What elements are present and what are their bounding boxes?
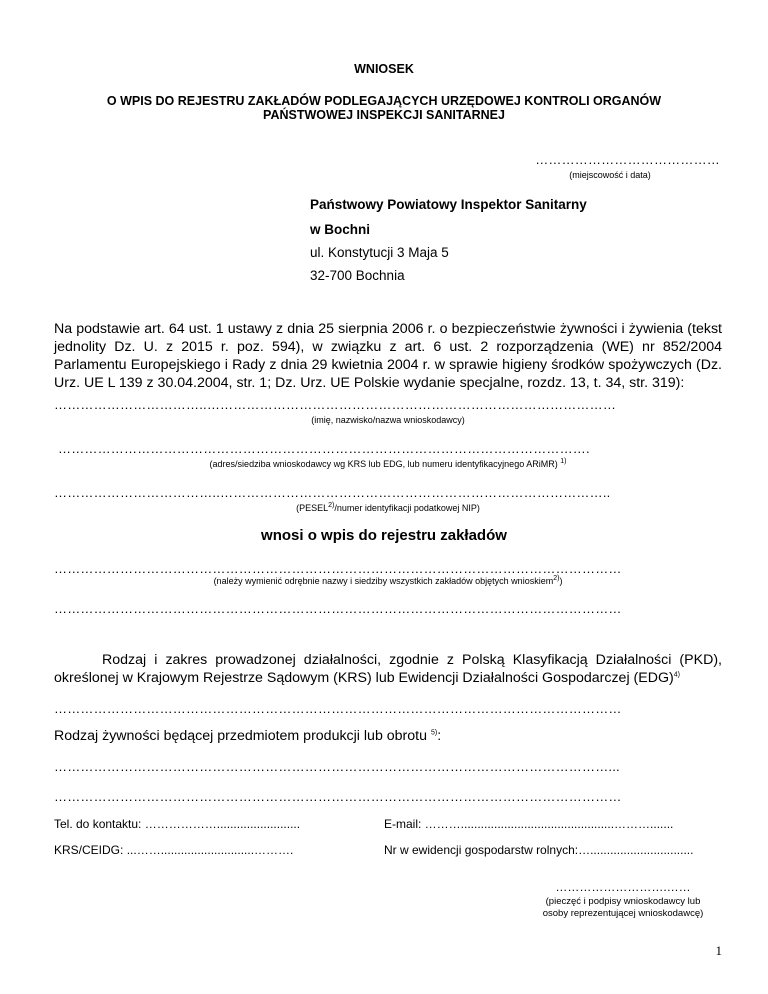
signature-hint-line2: osoby reprezentującej wnioskodawcę) <box>542 908 704 919</box>
establishments-field-1[interactable]: ………………………………………………………………………………………………………………… <box>54 561 622 576</box>
krs-field[interactable]: ...……............................………. <box>126 843 294 857</box>
krs-row <box>54 843 293 857</box>
applicant-name-field[interactable]: ……………………………..………………………………………………………………………………… <box>54 397 617 412</box>
activity-text-line1: Rodzaj i zakres prowadzonej działalności, zgodnie z Polską Klasyfikacją Działalności (PKD), <box>102 652 722 668</box>
signature-field[interactable]: ……………………….…… <box>555 880 691 894</box>
activity-field[interactable]: ………………………………………………………………………………………………………………… <box>54 701 622 716</box>
intro-paragraph: Na podstawie art. 64 ust. 1 ustawy z dnia 25 sierpnia 2006 r. o bezpieczeństwie żywności i żywienia (tekst jednolity Dz. U. z 2015 r. poz. 594), w związku z art. 6 ust. 2 rozporządzenia (WE) nr 852/2004 Parlamentu Europejskiego i Rady z dnia 29 kwietnia 2004 r. w sprawie higieny środków spożywczych (Dz. Urz. UE L 139 z 30.04.2004, str. 1; Dz. Urz. UE Polskie wydanie specjalne, rozdz. 13, t. 34, str. 319): <box>54 321 722 391</box>
phone-row <box>54 817 300 831</box>
request-heading: wnosi o wpis do rejestru zakładów <box>261 527 507 544</box>
applicant-name-hint: (imię, nazwisko/nazwa wnioskodawcy) <box>311 415 465 425</box>
phone-label: Tel. do kontaktu: <box>54 817 145 831</box>
farm-register-label: Nr w ewidencji gospodarstw rolnych: <box>384 843 579 857</box>
pesel-nip-hint: (PESEL$^{2)}$/numer identyfikacji podatkowej NIP) <box>296 502 480 513</box>
email-row <box>384 817 673 831</box>
pesel-nip-field[interactable]: ………………………………..…………………………………………………………………………….. <box>54 485 611 500</box>
recipient-line1: Państwowy Powiatowy Inspektor Sanitarny <box>310 197 587 212</box>
recipient-line2: w Bochni <box>310 222 370 237</box>
applicant-address-hint: (adres/siedziba wnioskodawcy wg KRS lub EDG, lub numeru identyfikacyjnego ARiMR) $^{1)}$ <box>209 458 567 469</box>
email-label: E-mail: <box>384 817 425 831</box>
document-subtitle-line2: PAŃSTWOWEJ INSPEKCJI SANITARNEJ <box>263 108 505 122</box>
establishments-hint: (należy wymienić odrębnie nazwy i siedziby wszystkich zakładów objętych wnioskiem$^{2)}$) <box>213 575 563 586</box>
phone-field[interactable]: ………………......................... <box>144 817 301 831</box>
krs-label: KRS/CEIDG: <box>54 843 127 857</box>
recipient-street: ul. Konstytucji 3 Maja 5 <box>310 245 449 260</box>
farm-register-field[interactable]: …............................... <box>578 843 694 857</box>
place-date-field[interactable]: …………………………………… <box>535 152 720 167</box>
recipient-postal: 32-700 Bochnia <box>310 268 405 283</box>
food-type-label: Rodzaj żywności będącej przedmiotem produkcji lub obrotu $^{5)}$: <box>54 728 442 744</box>
email-field[interactable]: ………..............................................………....... <box>424 817 674 831</box>
page-number: 1 <box>715 943 722 958</box>
farm-register-row <box>384 843 693 857</box>
signature-hint-line1: (pieczęć i podpisy wnioskodawcy lub <box>545 896 701 907</box>
applicant-address-field[interactable]: …………………………………………………………………………………………………………. <box>58 441 590 456</box>
document-subtitle-line1: O WPIS DO REJESTRU ZAKŁADÓW PODLEGAJĄCYCH URZĘDOWEJ KONTROLI ORGANÓW <box>106 94 662 108</box>
activity-text-line2: określonej w Krajowym Rejestrze Sądowym (KRS) lub Ewidencji Działalności Gospodarczej (EDG)$^{4)}$ <box>54 670 680 686</box>
food-type-field-1[interactable]: ………………………………………………………………………………………………………………... <box>54 759 620 774</box>
establishments-field-2[interactable]: ………………………………………………………………………………………………………………… <box>54 601 622 616</box>
food-type-field-2[interactable]: ………………………………………………………………………………………………………………… <box>54 789 622 804</box>
place-date-hint: (miejscowość i data) <box>569 170 651 180</box>
document-title: WNIOSEK <box>354 62 414 76</box>
